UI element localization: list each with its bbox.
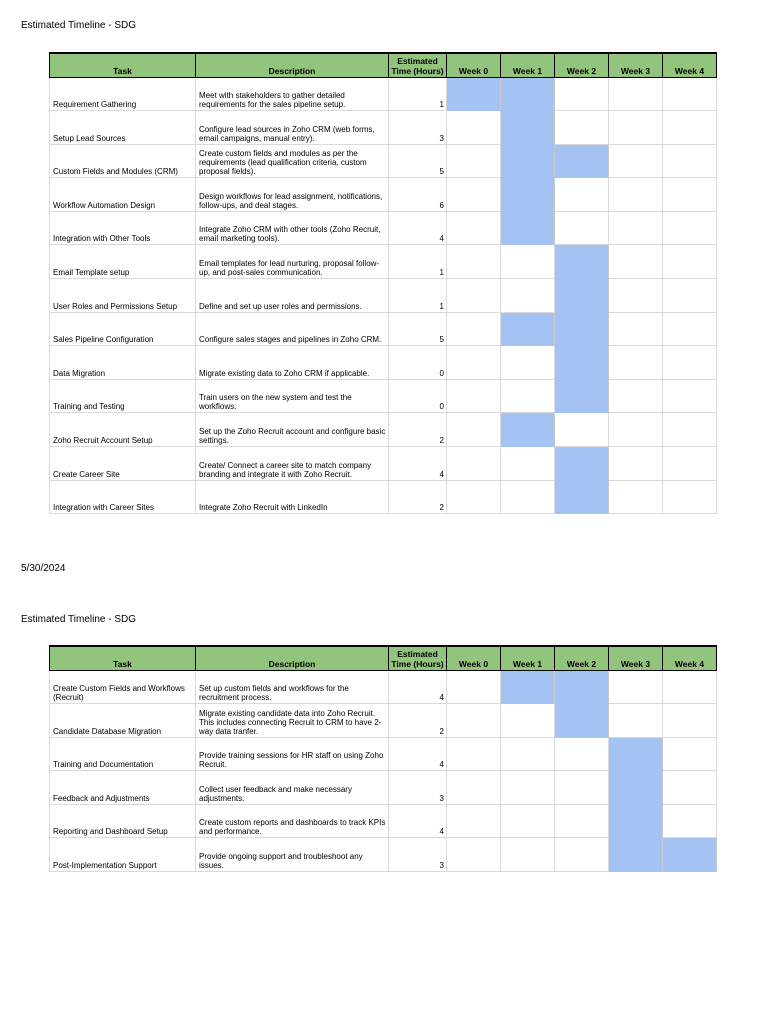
week-1-scheduled-cell bbox=[501, 111, 555, 145]
week-3-cell bbox=[609, 144, 663, 178]
week-3-cell bbox=[609, 379, 663, 413]
section1-title: Estimated Timeline - SDG bbox=[21, 20, 137, 31]
header-week-3: Week 3 bbox=[609, 53, 663, 77]
task-cell: Custom Fields and Modules (CRM) bbox=[50, 144, 196, 178]
header-week-1: Week 1 bbox=[501, 646, 555, 670]
table-row bbox=[50, 111, 717, 145]
week-4-cell bbox=[663, 346, 717, 380]
week-3-cell bbox=[609, 413, 663, 447]
description-cell: Set up the Zoho Recruit account and configure basic settings. bbox=[196, 413, 389, 447]
week-1-cell bbox=[501, 480, 555, 514]
document-date: 5/30/2024 bbox=[21, 563, 66, 574]
table-row bbox=[50, 312, 717, 346]
week-3-cell bbox=[609, 346, 663, 380]
week-1-cell bbox=[501, 704, 555, 738]
task-cell: Training and Testing bbox=[50, 379, 196, 413]
header-row bbox=[50, 646, 717, 670]
week-0-cell bbox=[447, 346, 501, 380]
week-0-cell bbox=[447, 312, 501, 346]
table-row bbox=[50, 379, 717, 413]
table-row bbox=[50, 704, 717, 738]
week-0-scheduled-cell bbox=[447, 77, 501, 111]
description-cell: Migrate existing data to Zoho CRM if applicable. bbox=[196, 346, 389, 380]
table-row bbox=[50, 279, 717, 313]
week-0-cell bbox=[447, 245, 501, 279]
week-3-cell bbox=[609, 211, 663, 245]
hours-cell: 2 bbox=[389, 480, 447, 514]
week-2-cell bbox=[555, 178, 609, 212]
week-2-scheduled-cell bbox=[555, 312, 609, 346]
week-1-cell bbox=[501, 737, 555, 771]
hours-cell: 1 bbox=[389, 77, 447, 111]
week-1-cell bbox=[501, 771, 555, 805]
week-2-scheduled-cell bbox=[555, 704, 609, 738]
week-2-cell bbox=[555, 771, 609, 805]
table-row bbox=[50, 670, 717, 704]
header-row bbox=[50, 53, 717, 77]
week-4-cell bbox=[663, 279, 717, 313]
hours-cell: 4 bbox=[389, 670, 447, 704]
week-3-cell bbox=[609, 447, 663, 481]
week-1-scheduled-cell bbox=[501, 178, 555, 212]
hours-cell: 5 bbox=[389, 312, 447, 346]
task-cell: Integration with Other Tools bbox=[50, 211, 196, 245]
week-3-scheduled-cell bbox=[609, 737, 663, 771]
task-cell: Data Migration bbox=[50, 346, 196, 380]
timeline-table-1 bbox=[49, 52, 717, 514]
description-cell: Provide training sessions for HR staff on using Zoho Recruit. bbox=[196, 737, 389, 771]
week-4-cell bbox=[663, 178, 717, 212]
week-3-cell bbox=[609, 480, 663, 514]
hours-cell: 0 bbox=[389, 346, 447, 380]
hours-cell: 3 bbox=[389, 771, 447, 805]
timeline-table-2 bbox=[49, 645, 717, 872]
hours-cell: 4 bbox=[389, 211, 447, 245]
week-4-cell bbox=[663, 144, 717, 178]
week-2-cell bbox=[555, 838, 609, 872]
task-cell: Integration with Career Sites bbox=[50, 480, 196, 514]
hours-cell: 4 bbox=[389, 804, 447, 838]
hours-cell: 4 bbox=[389, 447, 447, 481]
description-cell: Create custom fields and modules as per the requirements (lead qualification criteria, custom proposal fields). bbox=[196, 144, 389, 178]
week-0-cell bbox=[447, 211, 501, 245]
week-2-scheduled-cell bbox=[555, 245, 609, 279]
table-row bbox=[50, 178, 717, 212]
hours-cell: 1 bbox=[389, 279, 447, 313]
task-cell: Workflow Automation Design bbox=[50, 178, 196, 212]
description-cell: Integrate Zoho Recruit with LinkedIn bbox=[196, 480, 389, 514]
table-row bbox=[50, 480, 717, 514]
task-cell: Post-Implementation Support bbox=[50, 838, 196, 872]
week-4-cell bbox=[663, 704, 717, 738]
task-cell: Training and Documentation bbox=[50, 737, 196, 771]
week-1-cell bbox=[501, 245, 555, 279]
description-cell: Email templates for lead nurturing, proposal follow-up, and post-sales communication. bbox=[196, 245, 389, 279]
week-1-scheduled-cell bbox=[501, 312, 555, 346]
week-1-scheduled-cell bbox=[501, 77, 555, 111]
week-1-cell bbox=[501, 804, 555, 838]
task-cell: Create Career Site bbox=[50, 447, 196, 481]
table-row bbox=[50, 346, 717, 380]
header-week-2: Week 2 bbox=[555, 53, 609, 77]
week-3-scheduled-cell bbox=[609, 771, 663, 805]
week-1-scheduled-cell bbox=[501, 413, 555, 447]
hours-cell: 2 bbox=[389, 704, 447, 738]
week-4-cell bbox=[663, 77, 717, 111]
week-4-cell bbox=[663, 211, 717, 245]
description-cell: Meet with stakeholders to gather detailed requirements for the sales pipeline setup. bbox=[196, 77, 389, 111]
header-week-0: Week 0 bbox=[447, 646, 501, 670]
header-description: Description bbox=[196, 53, 389, 77]
table-row bbox=[50, 245, 717, 279]
description-cell: Create/ Connect a career site to match company branding and integrate it with Zoho Recruit. bbox=[196, 447, 389, 481]
week-2-cell bbox=[555, 737, 609, 771]
header-estimated-time bbox=[389, 646, 447, 670]
week-0-cell bbox=[447, 144, 501, 178]
task-cell: Feedback and Adjustments bbox=[50, 771, 196, 805]
week-0-cell bbox=[447, 480, 501, 514]
week-0-cell bbox=[447, 838, 501, 872]
week-4-cell bbox=[663, 771, 717, 805]
task-cell: Zoho Recruit Account Setup bbox=[50, 413, 196, 447]
week-3-cell bbox=[609, 704, 663, 738]
header-estimated-label: Estimated bbox=[397, 648, 438, 659]
week-0-cell bbox=[447, 704, 501, 738]
description-cell: Integrate Zoho CRM with other tools (Zoho Recruit, email marketing tools). bbox=[196, 211, 389, 245]
table-row bbox=[50, 144, 717, 178]
week-4-cell bbox=[663, 447, 717, 481]
week-2-scheduled-cell bbox=[555, 279, 609, 313]
week-2-scheduled-cell bbox=[555, 447, 609, 481]
task-cell: Reporting and Dashboard Setup bbox=[50, 804, 196, 838]
description-cell: Train users on the new system and test the workflows. bbox=[196, 379, 389, 413]
header-week-2: Week 2 bbox=[555, 646, 609, 670]
table-row bbox=[50, 211, 717, 245]
week-0-cell bbox=[447, 379, 501, 413]
header-week-4: Week 4 bbox=[663, 646, 717, 670]
week-3-cell bbox=[609, 312, 663, 346]
hours-cell: 1 bbox=[389, 245, 447, 279]
week-0-cell bbox=[447, 737, 501, 771]
week-2-scheduled-cell bbox=[555, 480, 609, 514]
week-1-cell bbox=[501, 279, 555, 313]
description-cell: Configure lead sources in Zoho CRM (web forms, email campaigns, manual entry). bbox=[196, 111, 389, 145]
week-4-cell bbox=[663, 670, 717, 704]
hours-cell: 6 bbox=[389, 178, 447, 212]
description-cell: Define and set up user roles and permissions. bbox=[196, 279, 389, 313]
header-week-1: Week 1 bbox=[501, 53, 555, 77]
header-time-hours-label: Time (Hours) bbox=[391, 65, 444, 76]
week-4-cell bbox=[663, 111, 717, 145]
week-4-cell bbox=[663, 737, 717, 771]
week-3-cell bbox=[609, 77, 663, 111]
hours-cell: 2 bbox=[389, 413, 447, 447]
week-1-cell bbox=[501, 447, 555, 481]
hours-cell: 3 bbox=[389, 111, 447, 145]
week-0-cell bbox=[447, 447, 501, 481]
week-3-cell bbox=[609, 245, 663, 279]
week-2-scheduled-cell bbox=[555, 346, 609, 380]
week-1-cell bbox=[501, 379, 555, 413]
table-row bbox=[50, 447, 717, 481]
week-2-scheduled-cell bbox=[555, 379, 609, 413]
task-cell: Candidate Database Migration bbox=[50, 704, 196, 738]
week-2-cell bbox=[555, 804, 609, 838]
week-4-cell bbox=[663, 480, 717, 514]
task-cell: Sales Pipeline Configuration bbox=[50, 312, 196, 346]
task-cell: Requirement Gathering bbox=[50, 77, 196, 111]
week-1-cell bbox=[501, 346, 555, 380]
description-cell: Create custom reports and dashboards to track KPIs and performance. bbox=[196, 804, 389, 838]
task-cell: Email Template setup bbox=[50, 245, 196, 279]
table-row bbox=[50, 413, 717, 447]
week-1-scheduled-cell bbox=[501, 144, 555, 178]
week-0-cell bbox=[447, 413, 501, 447]
week-0-cell bbox=[447, 111, 501, 145]
table-row bbox=[50, 838, 717, 872]
week-2-cell bbox=[555, 77, 609, 111]
week-0-cell bbox=[447, 178, 501, 212]
header-time-hours-label: Time (Hours) bbox=[391, 658, 444, 669]
week-3-cell bbox=[609, 178, 663, 212]
header-task: Task bbox=[50, 646, 196, 670]
description-cell: Provide ongoing support and troubleshoot any issues. bbox=[196, 838, 389, 872]
table-row bbox=[50, 737, 717, 771]
header-week-0: Week 0 bbox=[447, 53, 501, 77]
week-3-cell bbox=[609, 111, 663, 145]
week-4-cell bbox=[663, 312, 717, 346]
week-4-cell bbox=[663, 379, 717, 413]
description-cell: Migrate existing candidate data into Zoho Recruit. This includes connecting Recruit to CRM to have 2-way data tranfer. bbox=[196, 704, 389, 738]
table-row bbox=[50, 771, 717, 805]
week-3-cell bbox=[609, 279, 663, 313]
week-4-cell bbox=[663, 804, 717, 838]
description-cell: Collect user feedback and make necessary adjustments. bbox=[196, 771, 389, 805]
week-4-cell bbox=[663, 245, 717, 279]
header-estimated-label: Estimated bbox=[397, 55, 438, 66]
week-1-cell bbox=[501, 838, 555, 872]
week-2-cell bbox=[555, 111, 609, 145]
table-row bbox=[50, 804, 717, 838]
description-cell: Design workflows for lead assignment, notifications, follow-ups, and deal stages. bbox=[196, 178, 389, 212]
description-cell: Set up custom fields and workflows for the recruitment process. bbox=[196, 670, 389, 704]
week-2-cell bbox=[555, 211, 609, 245]
week-3-scheduled-cell bbox=[609, 804, 663, 838]
week-3-cell bbox=[609, 670, 663, 704]
week-0-cell bbox=[447, 771, 501, 805]
week-2-scheduled-cell bbox=[555, 144, 609, 178]
hours-cell: 5 bbox=[389, 144, 447, 178]
week-1-scheduled-cell bbox=[501, 211, 555, 245]
week-3-scheduled-cell bbox=[609, 838, 663, 872]
week-4-scheduled-cell bbox=[663, 838, 717, 872]
hours-cell: 4 bbox=[389, 737, 447, 771]
header-week-3: Week 3 bbox=[609, 646, 663, 670]
week-1-scheduled-cell bbox=[501, 670, 555, 704]
hours-cell: 3 bbox=[389, 838, 447, 872]
description-cell: Configure sales stages and pipelines in Zoho CRM. bbox=[196, 312, 389, 346]
week-0-cell bbox=[447, 804, 501, 838]
header-week-4: Week 4 bbox=[663, 53, 717, 77]
hours-cell: 0 bbox=[389, 379, 447, 413]
table-row bbox=[50, 77, 717, 111]
header-description: Description bbox=[196, 646, 389, 670]
header-task: Task bbox=[50, 53, 196, 77]
task-cell: Setup Lead Sources bbox=[50, 111, 196, 145]
week-2-cell bbox=[555, 413, 609, 447]
week-0-cell bbox=[447, 279, 501, 313]
week-2-scheduled-cell bbox=[555, 670, 609, 704]
task-cell: Create Custom Fields and Workflows (Recruit) bbox=[50, 670, 196, 704]
week-0-cell bbox=[447, 670, 501, 704]
header-estimated-time bbox=[389, 53, 447, 77]
task-cell: User Roles and Permissions Setup bbox=[50, 279, 196, 313]
week-4-cell bbox=[663, 413, 717, 447]
section2-title: Estimated Timeline - SDG bbox=[21, 614, 137, 625]
